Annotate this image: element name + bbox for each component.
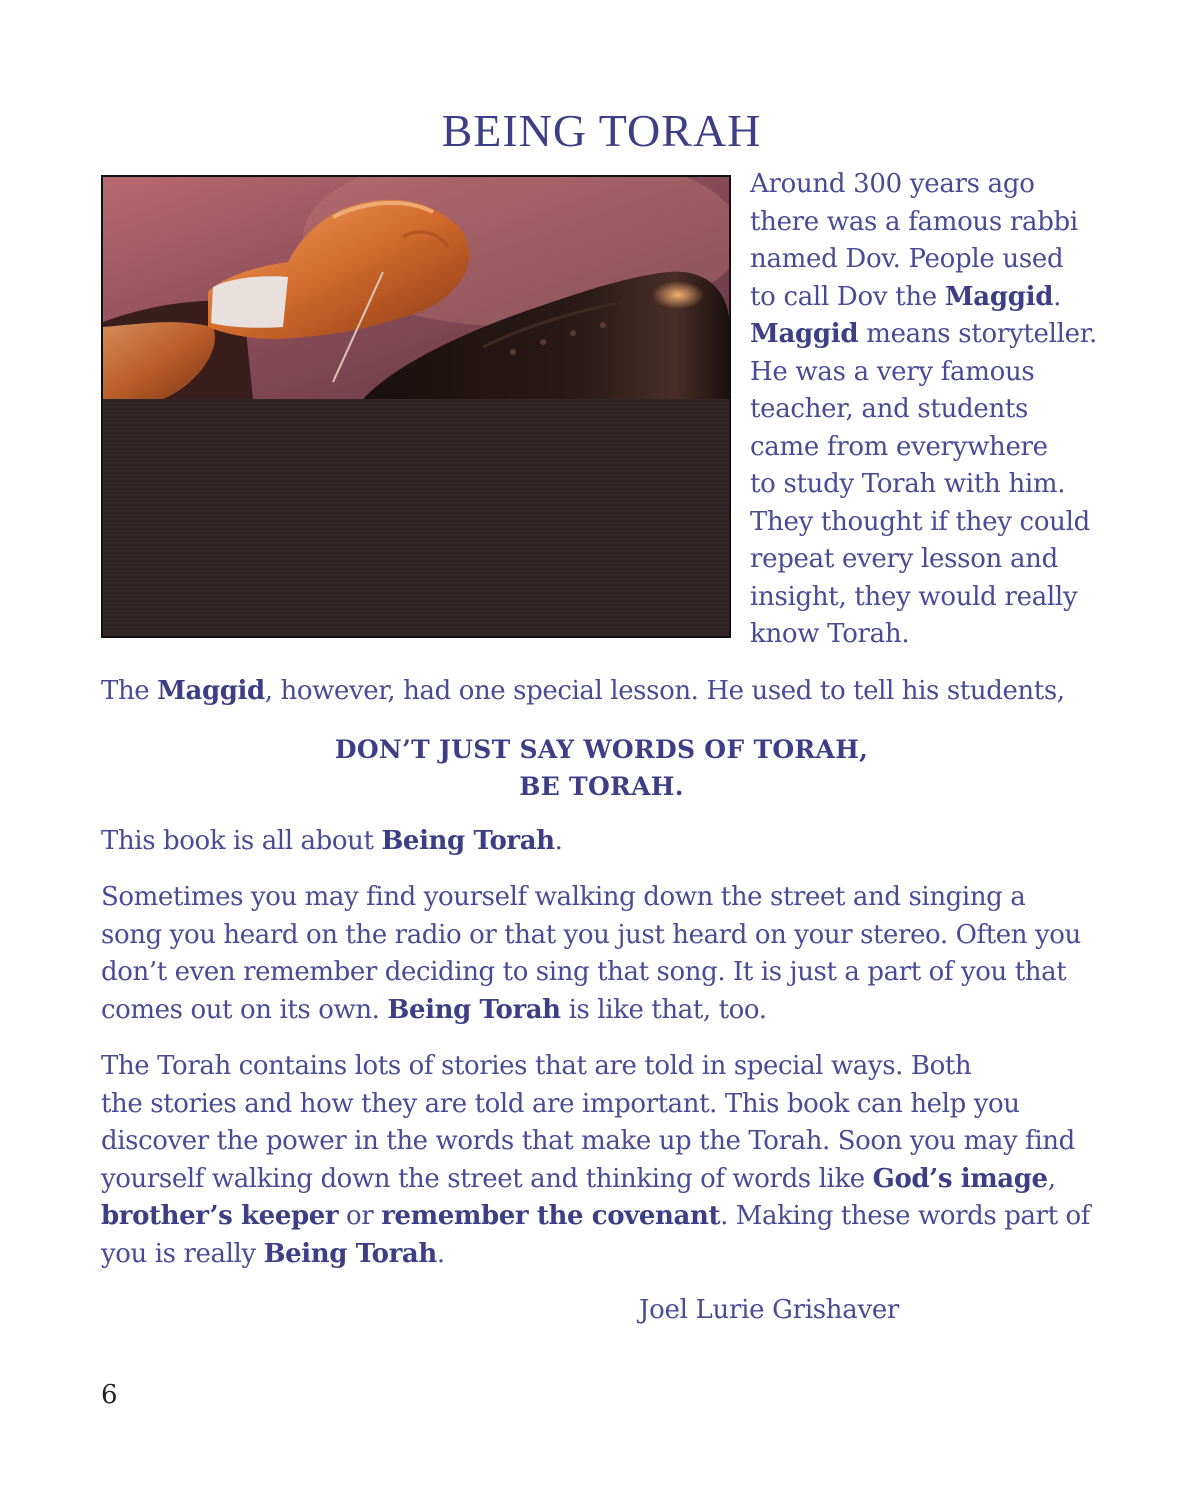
- text-line: you is really Being Torah.: [101, 1238, 445, 1269]
- torah-stories-paragraph: [101, 1048, 1111, 1273]
- photo-hand-sewing-shoe: [101, 175, 731, 638]
- text-line: The Torah contains lots of stories that are told in special ways. Both: [101, 1051, 972, 1081]
- bold-term: remember the covenant: [381, 1201, 721, 1231]
- text-line: discover the power in the words that make up the Torah. Soon you may find: [101, 1126, 1075, 1156]
- bold-term: Maggid: [944, 281, 1054, 312]
- text-line: to study Torah with him.: [750, 469, 1066, 499]
- text-line: to call Dov the Maggid.: [750, 281, 1062, 312]
- page-number: 6: [101, 1380, 118, 1410]
- song-paragraph: [101, 879, 1111, 1029]
- maggid-lesson-paragraph: [101, 673, 1111, 711]
- text-line: Around 300 years ago: [750, 169, 1035, 199]
- text-line: know Torah.: [750, 619, 910, 649]
- page-title: BEING TORAH: [441, 105, 762, 156]
- text-line: came from everywhere: [750, 431, 1048, 462]
- text-line: teacher, and students: [750, 394, 1029, 424]
- author-signature: Joel Lurie Grishaver: [639, 1295, 900, 1325]
- text-line: brother’s keeper or remember the covenant. Making these words part of: [101, 1201, 1090, 1231]
- text-line: song you heard on the radio or that you just heard on your stereo. Often you: [101, 919, 1081, 950]
- intro-paragraph: [750, 166, 1110, 654]
- pull-quote: [0, 731, 1203, 805]
- text-line: the stories and how they are told are important. This book can help you: [101, 1088, 1020, 1119]
- text-line: He was a very famous: [750, 356, 1035, 387]
- bold-term: Being Torah: [263, 1238, 437, 1269]
- pull-quote-line-2: BE TORAH.: [519, 772, 684, 801]
- text-line: Sometimes you may find yourself walking down the street and singing a: [101, 882, 1026, 912]
- text-line: don’t even remember deciding to sing that song. It is just a part of you that: [101, 957, 1067, 987]
- bold-term: God’s image: [872, 1163, 1048, 1194]
- bold-term: Being Torah: [387, 994, 561, 1025]
- pull-quote-line-1: DON’T JUST SAY WORDS OF TORAH,: [334, 735, 869, 764]
- text-line: This book is all about Being Torah.: [101, 826, 563, 856]
- text-line: The Maggid, however, had one special lesson. He used to tell his students,: [101, 676, 1065, 706]
- text-line: insight, they would really: [750, 581, 1078, 612]
- text-line: yourself walking down the street and thinking of words like God’s image,: [101, 1163, 1056, 1194]
- bold-term: brother’s keeper: [101, 1201, 339, 1231]
- text-line: comes out on its own. Being Torah is like that, too.: [101, 994, 767, 1025]
- text-line: named Dov. People used: [750, 244, 1064, 274]
- bold-term: Maggid: [750, 319, 859, 349]
- text-line: They thought if they could: [750, 506, 1090, 537]
- shoe-sewing-illustration: [103, 177, 729, 636]
- book-intro-paragraph: [101, 823, 1111, 861]
- bold-term: Maggid: [157, 676, 265, 706]
- bold-term: Being Torah: [381, 826, 555, 856]
- text-line: repeat every lesson and: [750, 544, 1058, 574]
- text-line: there was a famous rabbi: [750, 206, 1078, 237]
- text-line: Maggid means storyteller.: [750, 319, 1097, 349]
